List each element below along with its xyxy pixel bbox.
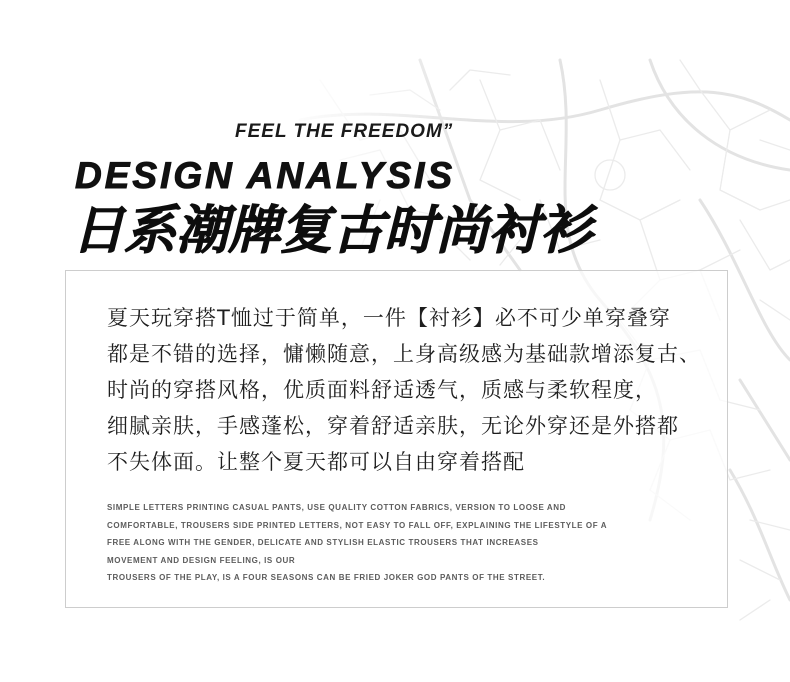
description-line: 细腻亲肤，手感蓬松，穿着舒适亲肤，无论外穿还是外搭都 (107, 414, 679, 438)
description-line: 夏天玩穿搭T恤过于简单，一件【衬衫】必不可少单穿叠穿 (107, 306, 671, 330)
description-line: 都是不错的选择，慵懒随意，上身高级感为基础款增添复古、 (107, 342, 701, 366)
english-description-line: COMFORTABLE, TROUSERS SIDE PRINTED LETTERS, NOT EASY TO FALL OFF, EXPLAINING THE LIFESTYLE OF A (107, 520, 608, 530)
description-line: 时尚的穿搭风格，优质面料舒适透气，质感与柔软程度， (107, 378, 657, 402)
section-heading: DESIGN ANALYSIS (75, 155, 456, 196)
product-title: 日系潮牌复古时尚衬衫 (72, 201, 593, 261)
english-description-line: MOVEMENT AND DESIGN FEELING, IS OUR (107, 555, 296, 565)
english-description-line: FREE ALONG WITH THE GENDER, DELICATE AND STYLISH ELASTIC TROUSERS THAT INCREASES (107, 538, 539, 547)
english-description-line: TROUSERS OF THE PLAY, IS A FOUR SEASONS CAN BE FRIED JOKER GOD PANTS OF THE STREET. (107, 573, 546, 582)
description-line: 不失体面。让整个夏天都可以自由穿着搭配 (107, 450, 525, 474)
tagline: FEEL THE FREEDOM” (235, 121, 454, 142)
english-description (107, 499, 607, 587)
chinese-description (107, 300, 701, 480)
english-description-line: SIMPLE LETTERS PRINTING CASUAL PANTS, USE QUALITY COTTON FABRICS, VERSION TO LOOSE AND (107, 503, 567, 512)
